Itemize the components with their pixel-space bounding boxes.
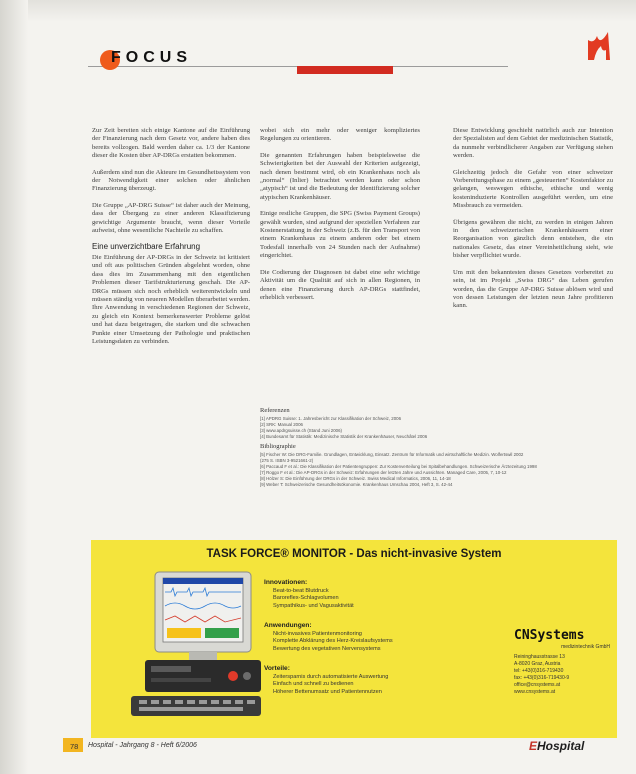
- ad-list-item: Baroreflex-Schlagvolumen: [273, 595, 339, 602]
- ad-section-heading: Vorteile:: [264, 665, 290, 672]
- advertisement: [91, 540, 617, 738]
- article-column-2: [260, 127, 420, 310]
- reference-item: [4] Bundesamt für Statistik: Medizinische Statistik der Krankenhäuser, Neuchâtel 2006: [260, 434, 428, 439]
- subheading: Eine unverzichtbare Erfahrung: [92, 242, 201, 252]
- bibliography-item: [6] Paccaud F et al.: Die Klassifikation der Patientengruppen: Zur Kostenverteilung bei Spitalbehandlungen. Schweizerische Ärztezeitung 1998: [260, 464, 537, 469]
- ad-address-line: www.cnsystems.at: [514, 689, 556, 695]
- ad-address-line: office@cnsystems.at: [514, 682, 561, 688]
- paragraph: Zur Zeit bereiten sich einige Kantone auf die Einführung der Finanzierung nach dem Gesetz vor, andere haben dies bereits vollzogen. Bald werden daher ca. 1/3 der Kantone dieser die Kosten über AP-DRGs erstatten bekommen.: [92, 127, 250, 160]
- paragraph: Die Gruppe „AP-DRG Suisse“ ist daher auch der Meinung, dass der Übergang zu einer anderen Klassifizierung gewichtige Argumente braucht, wenn dieser Vorteile aufweist, ohne wesentliche Nachteile zu schaffen.: [92, 201, 250, 235]
- logo-prefix: E: [529, 739, 538, 753]
- paragraph: Übrigens gewähren die nicht, zu werden in einigen Jahren in den schweizerischen Krankenhäusern einer Reorganisation von gänzlich denn entstehen, die ein nationales Gesetz, das einer Vereinheitlichung sieht, wie bisher verpflichtet wurde.: [453, 218, 613, 260]
- ad-section-heading: Anwendungen:: [264, 622, 312, 629]
- reference-item: [2] SRK: Manual 2006: [260, 422, 303, 427]
- ad-section-list: [273, 631, 393, 653]
- ad-address: [514, 654, 569, 696]
- ad-title: TASK FORCE® MONITOR - Das nicht-invasive System: [206, 548, 502, 560]
- ad-section-list: [273, 674, 388, 696]
- bibliography-item: [7] Roggo F et al.: Die AP-DRGs in der Schweiz: Erfahrungen der letzten Jahre und Aussichten. Managed Care, 2005, 7, 10-12: [260, 470, 507, 475]
- journal-info: Hospital - Jahrgang 8 - Heft 6/2006: [88, 742, 197, 749]
- bibliography-heading: Bibliographie: [260, 443, 296, 450]
- ad-brand-name: CNSystems: [514, 628, 585, 643]
- hospital-logo: [529, 739, 584, 753]
- ad-brand-subtitle: medizintechnik GmbH: [561, 644, 610, 650]
- references-block: [260, 408, 612, 488]
- ad-section-list: [273, 588, 354, 610]
- ad-list-item: Bewertung des vegetativen Nervensystems: [273, 645, 381, 652]
- ad-address-line: Reininghausstrasse 13: [514, 654, 565, 660]
- paragraph: Diese Entwicklung geschieht natürlich auch zur Intention der Spezialisten auf dem Gebiet der medizinischen Statistik, da nunmehr verbindlicherer Angaben zur Verfügung stehen werden.: [453, 127, 613, 160]
- reference-item: [3] www.apdrgsuisse.ch (Stand Juni 2006): [260, 428, 343, 433]
- bibliography-item: [8] Hölzer S: Die Einführung der DRGs in der Schweiz. Swiss Medical Informatics, 2006, 11, 14-18: [260, 476, 451, 481]
- ad-list-item: Komplette Abklärung des Herz-Kreislaufsystems: [273, 638, 393, 645]
- bibliography-item: [5] Fischer W: Die DRG-Familie. Grundlagen, Entwicklung, Einsatz. Zentrum für Informatik und wirtschaftliche Medizin. Wolfertswil 2002: [260, 452, 524, 457]
- logo-text: Hospital: [537, 739, 585, 753]
- article-column-1: [92, 127, 250, 354]
- paragraph: Die Einführung der AP-DRGs in der Schweiz ist kritisiert und oft aus politischen Gründen abgelehnt worden, ohne dass dies im Zusammenhang mit den eigentlichen Problemen dieser Tarifstrukturierung geschah. Die AP-DRGs müssen sich noch erheblich weiterentwickeln und müssen ständig von neueren Modellen überarbeitet werden. Ihre Anwendung in verschiedenen Regionen der Schweiz, zu gleich ein Kontext bemerkenswerter Probleme gelöst und hat dazu beigetragen, die starken und die schwachen Punkte einer Umsetzung der Pathologie und praktischen Leistungsdaten zu verbinden.: [92, 253, 250, 345]
- ad-section-heading: Innovationen:: [264, 579, 308, 586]
- paragraph: Um mit den bekanntesten dieses Gesetzes vorbereitet zu sein, ist im Projekt „Swiss DRG“ das Leben gerufen worden, das die Gruppe AP-DRG Suisse ablösen wird und von dessen Leistungen der letzten neun Jahre profitieren kann.: [453, 268, 613, 310]
- ad-address-line: tel: +43(0)316-719430: [514, 668, 564, 674]
- ad-list-item: Höherer Bettenumsatz und Patientennutzen: [273, 688, 382, 695]
- paragraph: wobei sich ein mehr oder weniger kompliziertes Regelungen zu orientieren.: [260, 127, 420, 143]
- flame-logo-icon: [584, 30, 614, 62]
- paragraph: Die genannten Erfahrungen haben beispielsweise die Schwierigkeiten bei der Auswahl der Kriterien aufgezeigt, nach denen bestimmt wird, ob ein Krankenhaus noch als „normal“ (Inlier) betrachtet werden kann oder schon „atypisch“ ist und die Bedeutung der Identifizierung solcher atypischen Krankenhäuser.: [260, 151, 420, 201]
- red-accent-bar: [297, 66, 393, 74]
- ad-address-line: fax: +43(0)316-719430-9: [514, 675, 570, 681]
- ad-list-item: Sympathikus- und Vagusaktivität: [273, 602, 354, 609]
- paragraph: Die Codierung der Diagnosen ist dabei eine sehr wichtige Aktivität um die Qualität auf sich in allen Regionen, in denen eine Finanzierung durch AP-DRGs stattfindet, erheblich verbessert.: [260, 268, 420, 301]
- paragraph: Gleichzeitig jedoch die Gefahr von einer schweizer Vorbereitungsphase zu einem „gesteuerten“ Kostenfaktor zu gelangen, weswegen ethische, ethische und wenig kosteninduzierte Kontrollen ausgeführt werden, um eine Missbrauch zu vermeiden.: [453, 168, 613, 210]
- article-column-3: [453, 127, 613, 319]
- ad-address-line: A-8020 Graz, Austria: [514, 661, 561, 667]
- paragraph: Außerdem sind nun die Akteure im Gesundheitssystem von der Notwendigkeit einer solchen oder ähnlichen Finanzierung überzeugt.: [92, 168, 250, 193]
- page-shadow-left: [0, 0, 28, 774]
- page-number: 78: [70, 742, 79, 751]
- monitor-device-image: [131, 570, 271, 730]
- ad-list-item: Zeitersparnis durch automatisierte Auswertung: [273, 674, 389, 680]
- bibliography-item: [9] Weber T: Schweizerische Gesundheitsökonomie. Krankenhaus Umschau 2004, Heft 3, S. 42-44: [260, 482, 453, 487]
- references-heading: Referenzen: [260, 407, 290, 414]
- paragraph: Einige restliche Gruppen, die SPG (Swiss Payment Groups) gewählt wurden, sind aufgrund der speziellen Verfahren zur Kostenerstattung in der Schweiz (z.B. für den Transport von einem Krankenhaus zu einem anderen oder bei einem Todesfall innerhalb von 24 Stunden nach der Aufnahme) eingerichtet.: [260, 210, 420, 260]
- page-shadow-top: [0, 0, 636, 22]
- bibliography-item: (275 S. ISBN 3-9521661-2): [260, 458, 314, 463]
- reference-item: [1] APDRG Suisse: 1. Jahresbericht zur Klassifikation der Schweiz, 2006: [260, 416, 402, 421]
- ad-list-item: Einfach und schnell zu bedienen: [273, 681, 354, 688]
- ad-list-item: Nicht-invasives Patientenmonitoring: [273, 631, 362, 637]
- section-title: FOCUS: [111, 49, 192, 66]
- ad-list-item: Beat-to-beat Blutdruck: [273, 588, 329, 594]
